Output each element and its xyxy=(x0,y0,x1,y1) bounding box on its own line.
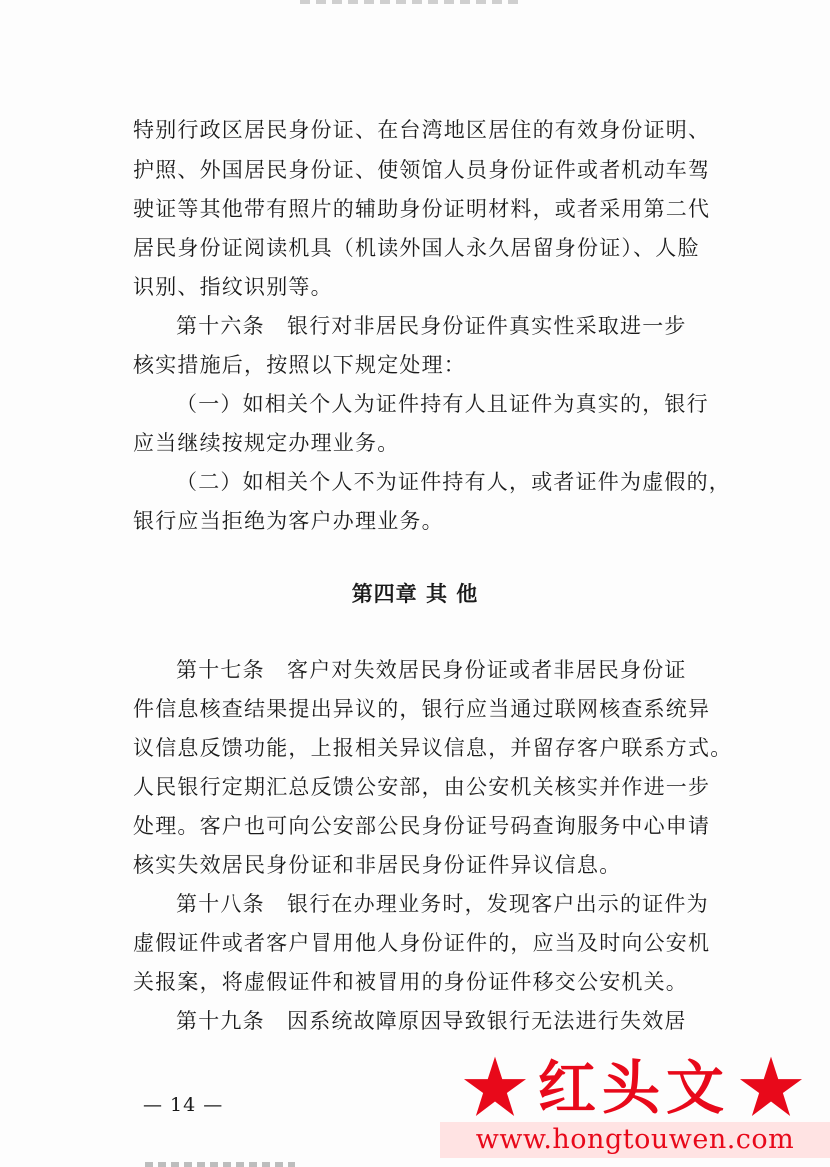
article-18-start: 第十八条 银行在办理业务时，发现客户出示的证件为 xyxy=(176,892,709,916)
text-line: 银行应当拒绝为客户办理业务。 xyxy=(133,509,444,533)
text-line: 应当继续按规定办理业务。 xyxy=(133,431,400,455)
text-line: 处理。客户也可向公安部公民身份证号码查询服务中心申请 xyxy=(133,814,711,838)
scan-artifact-top xyxy=(300,0,520,4)
text-line: 识别、指纹识别等。 xyxy=(133,275,333,299)
watermark xyxy=(440,1048,830,1167)
article-19-start: 第十九条 因系统故障原因导致银行无法进行失效居 xyxy=(176,1009,687,1033)
text-line: 居民身份证阅读机具（机读外国人永久居留身份证）、人脸 xyxy=(133,236,700,260)
watermark-url: www.hongtouwen.com xyxy=(440,1122,830,1158)
article-17-start: 第十七条 客户对失效居民身份证或者非居民身份证 xyxy=(176,658,687,682)
article-16-start: 第十六条 银行对非居民身份证件真实性采取进一步 xyxy=(176,314,687,338)
item-1-start: （一）如相关个人为证件持有人且证件为真实的，银行 xyxy=(176,392,709,416)
text-line: 驶证等其他带有照片的辅助身份证明材料，或者采用第二代 xyxy=(133,197,711,221)
chapter-heading: 第四章 其 他 xyxy=(351,582,479,606)
watermark-title: 红头文 xyxy=(538,1054,731,1122)
star-icon xyxy=(462,1054,528,1120)
text-line: 核实措施后，按照以下规定处理： xyxy=(133,353,466,377)
text-line: 件信息核查结果提出异议的，银行应当通过联网核查系统异 xyxy=(133,697,711,721)
page-number: — 14 — xyxy=(143,1094,224,1116)
scan-artifact-bottom xyxy=(145,1162,295,1167)
text-line: 特别行政区居民身份证、在台湾地区居住的有效身份证明、 xyxy=(133,118,711,142)
text-line: 护照、外国居民身份证、使领馆人员身份证件或者机动车驾 xyxy=(133,158,711,182)
text-line: 关报案，将虚假证件和被冒用的身份证件移交公安机关。 xyxy=(133,970,688,994)
item-2-start: （二）如相关个人不为证件持有人，或者证件为虚假的， xyxy=(176,470,731,494)
text-line: 人民银行定期汇总反馈公安部，由公安机关核实并作进一步 xyxy=(133,775,711,799)
star-icon xyxy=(738,1054,804,1120)
text-line: 核实失效居民身份证和非居民身份证件异议信息。 xyxy=(133,853,622,877)
text-line: 议信息反馈功能，上报相关异议信息，并留存客户联系方式。 xyxy=(133,736,733,760)
text-line: 虚假证件或者客户冒用他人身份证件的，应当及时向公安机 xyxy=(133,931,711,955)
